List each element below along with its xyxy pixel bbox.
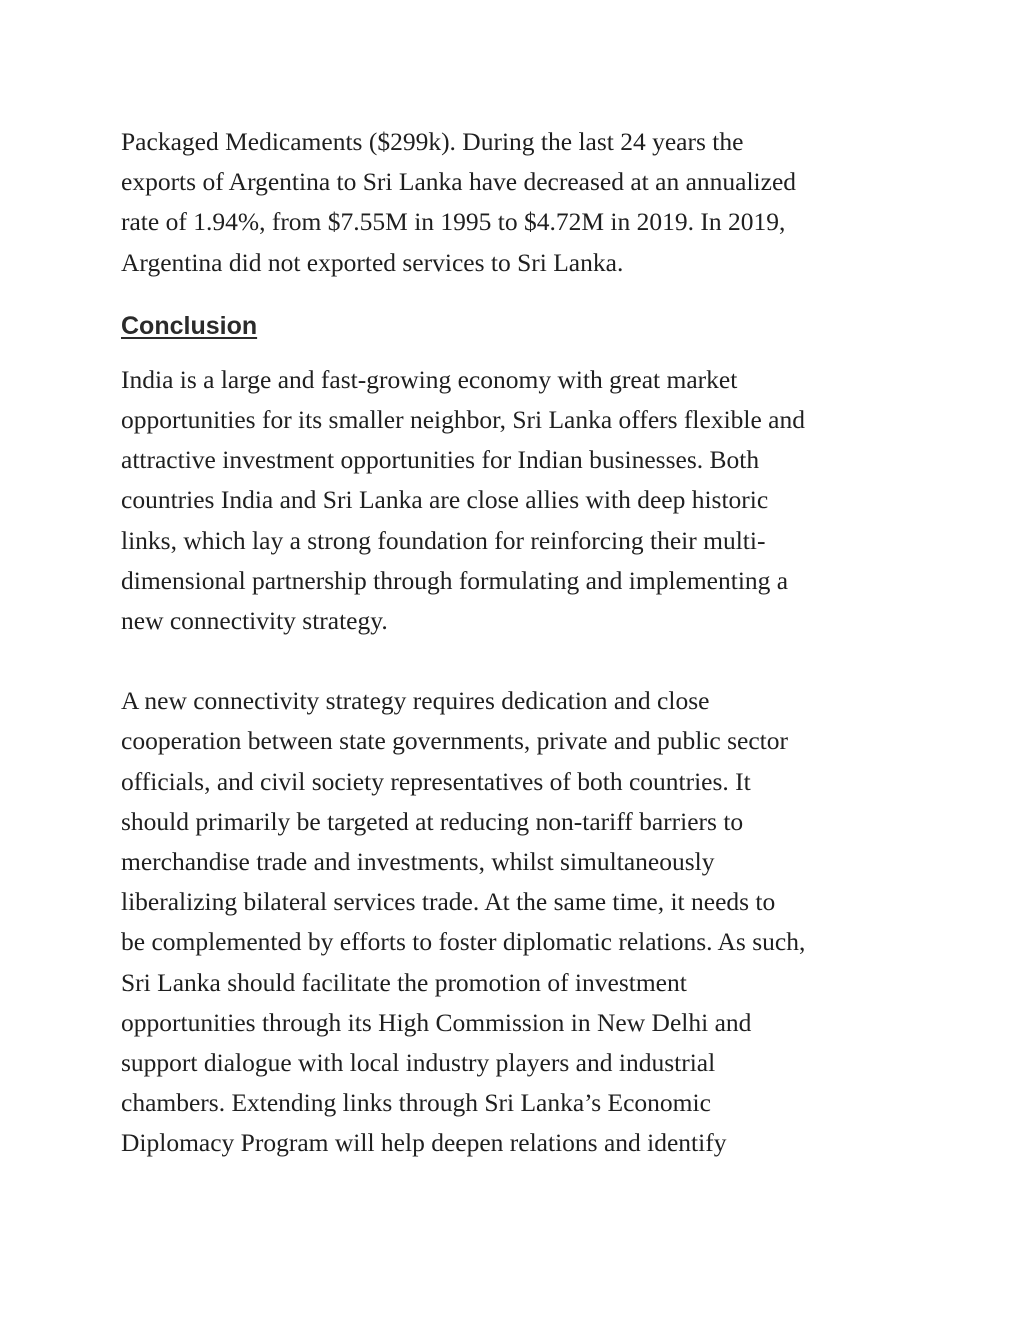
text-line: new connectivity strategy.	[121, 606, 388, 636]
text-line: opportunities through its High Commission in New Delhi and	[121, 1007, 752, 1037]
section-heading-conclusion: Conclusion	[121, 311, 258, 340]
text-line: chambers. Extending links through Sri Lanka’s Economic	[121, 1088, 711, 1118]
text-line: India is a large and fast-growing economy with great market	[121, 364, 738, 394]
paragraph-conclusion-intro	[121, 360, 911, 641]
text-line: opportunities for its smaller neighbor, Sri Lanka offers flexible and	[121, 405, 806, 435]
document-page	[121, 122, 911, 1164]
text-line: dimensional partnership through formulating and implementing a	[121, 565, 789, 595]
text-line: merchandise trade and investments, whilst simultaneously	[121, 847, 715, 877]
text-line: officials, and civil society representatives of both countries. It	[121, 766, 751, 796]
text-line: support dialogue with local industry players and industrial	[121, 1048, 716, 1078]
text-line: cooperation between state governments, private and public sector	[121, 726, 789, 756]
text-line: Packaged Medicaments ($299k). During the last 24 years the	[121, 127, 744, 156]
text-line: Argentina did not exported services to Sri Lanka.	[121, 247, 624, 277]
paragraph-argentina-exports	[121, 122, 911, 283]
paragraph-connectivity-strategy	[121, 681, 911, 1163]
text-line: exports of Argentina to Sri Lanka have decreased at an annualized	[121, 167, 797, 197]
text-line: be complemented by efforts to foster diplomatic relations. As such,	[121, 927, 806, 957]
text-line: liberalizing bilateral services trade. At the same time, it needs to	[121, 887, 776, 917]
text-line: Diplomacy Program will help deepen relations and identify	[121, 1128, 727, 1158]
text-line: Sri Lanka should facilitate the promotion of investment	[121, 967, 687, 997]
text-line: rate of 1.94%, from $7.55M in 1995 to $4.72M in 2019. In 2019,	[121, 207, 786, 237]
text-line: links, which lay a strong foundation for reinforcing their multi-	[121, 525, 766, 555]
text-line: attractive investment opportunities for Indian businesses. Both	[121, 445, 760, 475]
text-line: A new connectivity strategy requires dedication and close	[121, 686, 710, 716]
text-line: countries India and Sri Lanka are close allies with deep historic	[121, 485, 769, 515]
text-line: should primarily be targeted at reducing non-tariff barriers to	[121, 806, 744, 836]
